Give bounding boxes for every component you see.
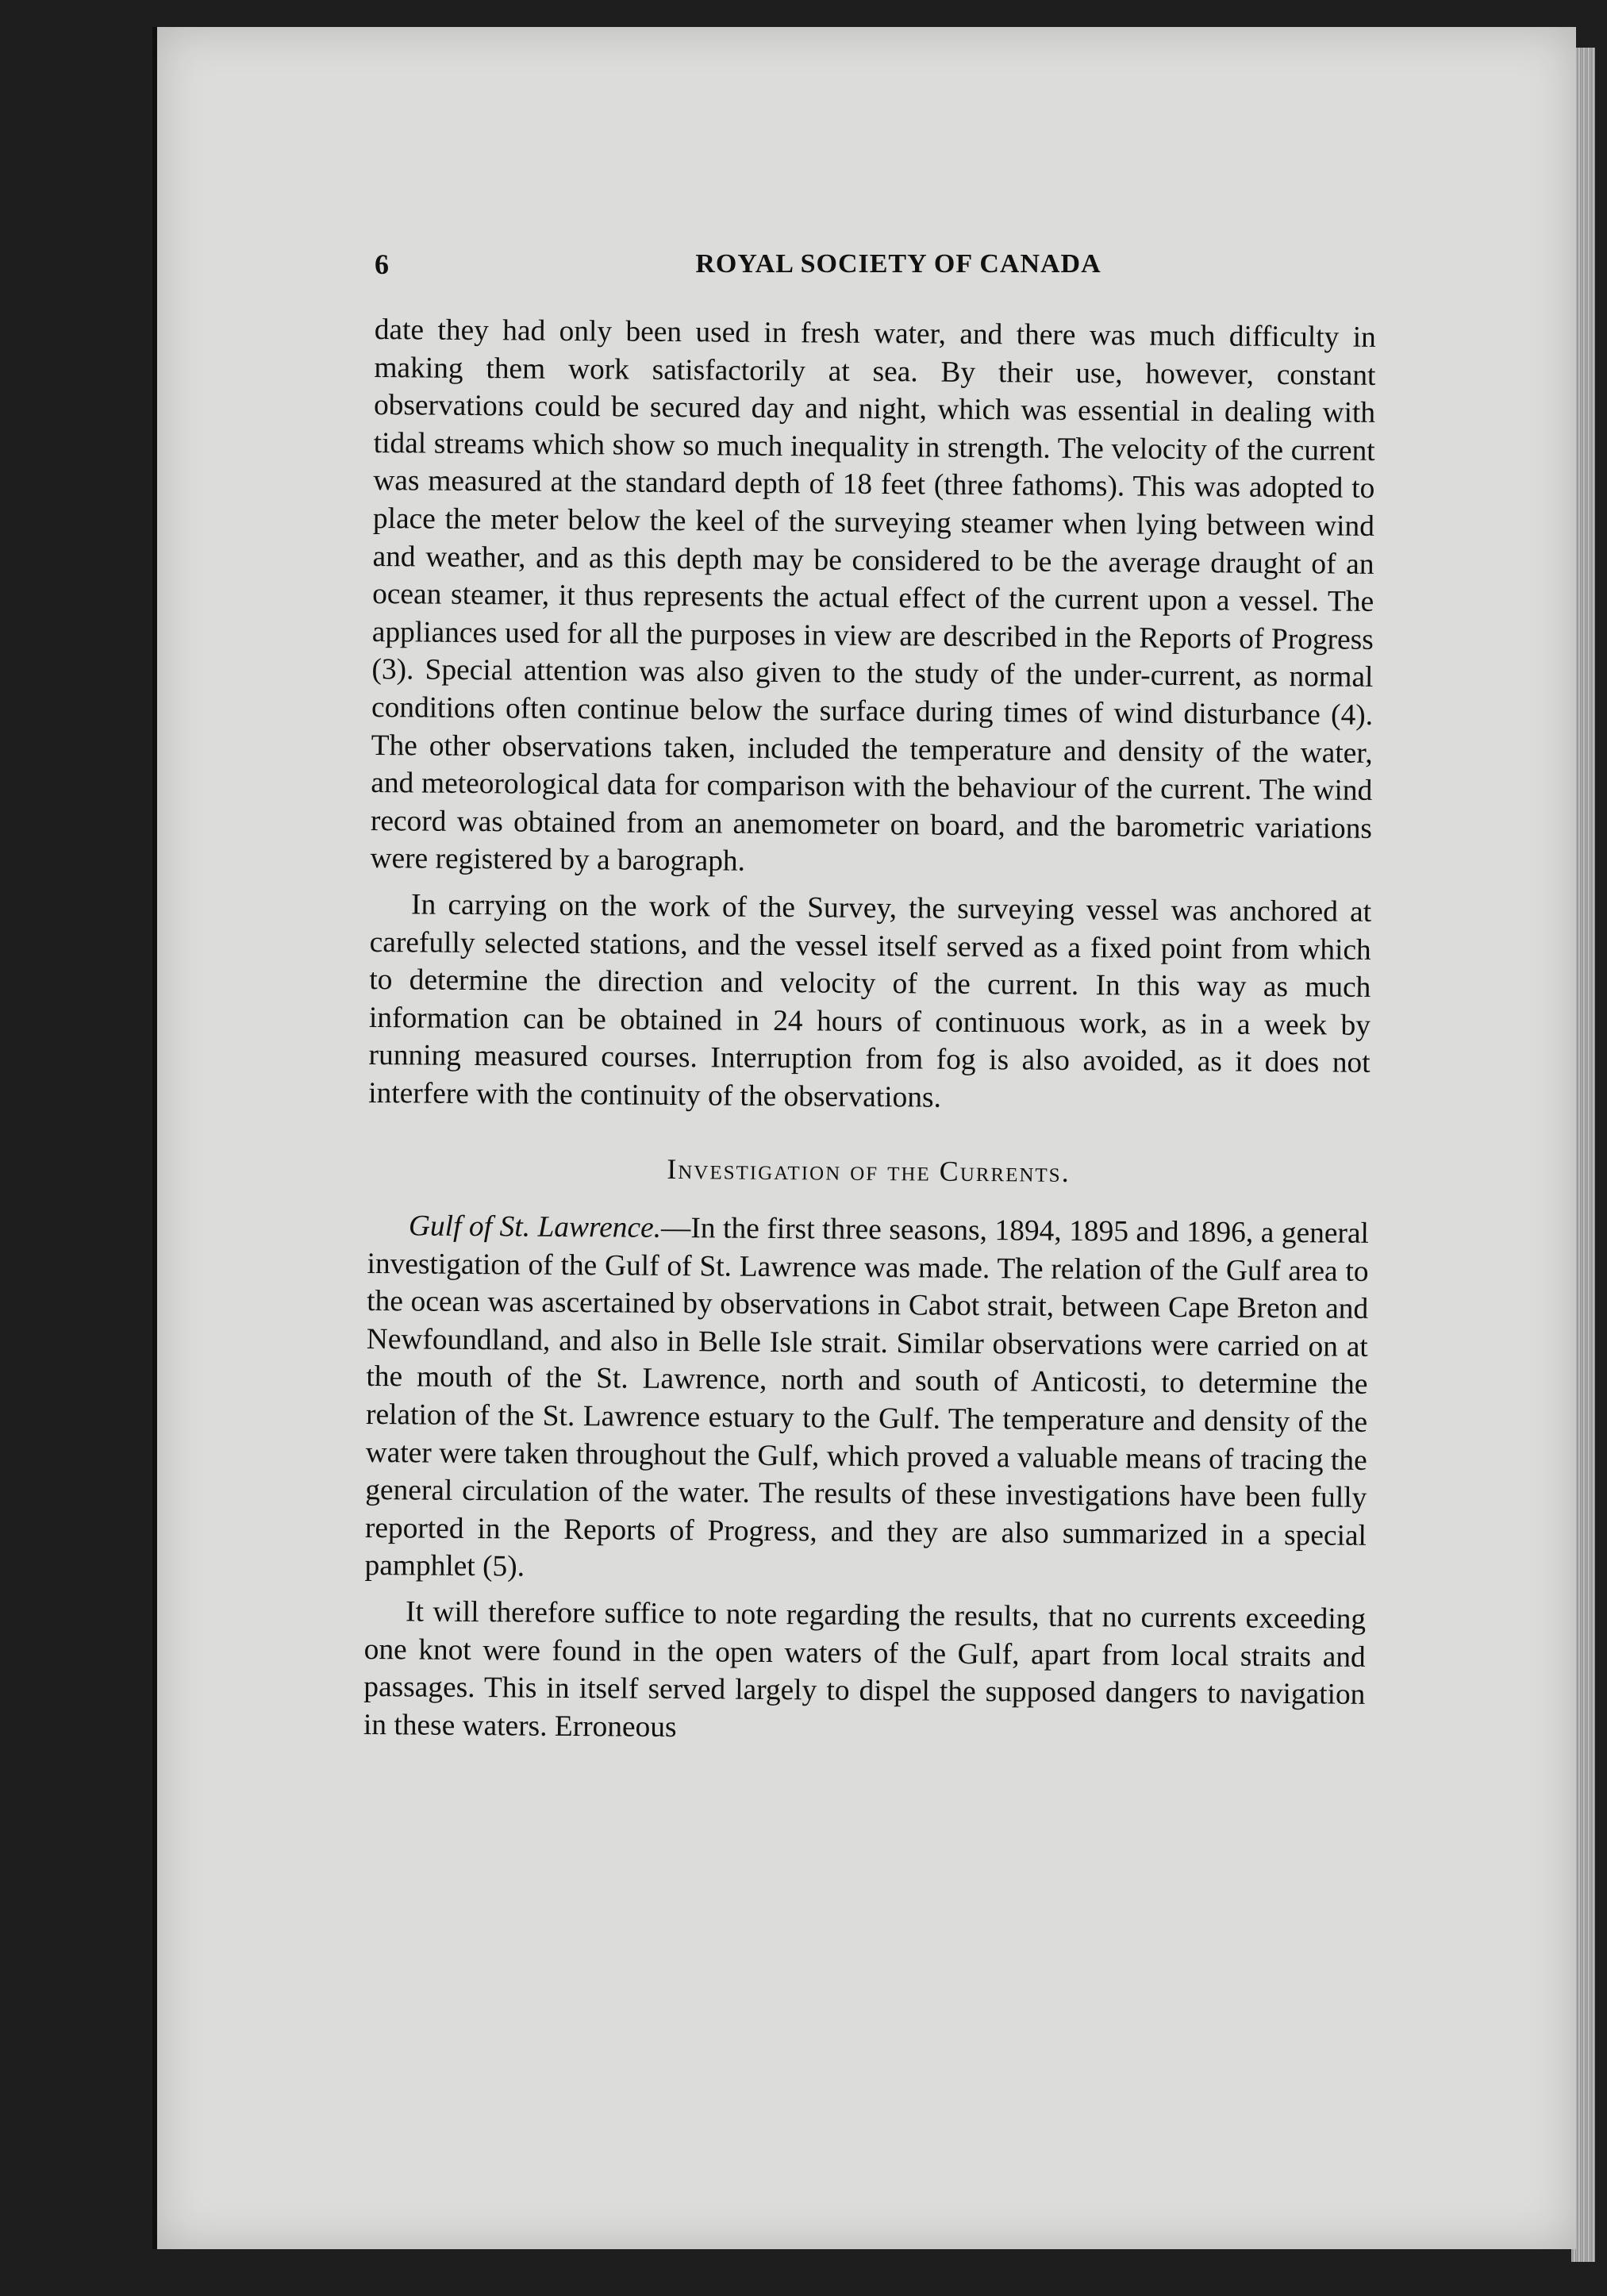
paragraph-2: In carrying on the work of the Survey, the surveying vessel was anchored at carefully selected stations, and the vessel itself served as a fixed point from which to determine the direction and velocity of the current. In this way as much information can be obtained in 24 hours of continuous work, as in a week by running measured courses. Interruption from fog is also avoided, as it does not interfere with the continuity of the observations.	[368, 888, 1372, 1114]
body-text	[363, 311, 1376, 1752]
page-header	[375, 248, 1422, 295]
running-head: ROYAL SOCIETY OF CANADA	[695, 249, 1101, 279]
paragraph-gulf	[364, 1207, 1369, 1593]
page-number: 6	[375, 248, 389, 280]
paragraph-1: date they had only been used in fresh water, and there was much difficulty in making them work satisfactorily at sea. By their use, however, constant observations could be secured day and night, which was essential in dealing with tidal streams which show so much inequality in strength. The velocity of the current was measured at the standard depth of 18 feet (three fathoms). This was adopted to place the meter below the keel of the surveying steamer when lying between wind and weather, and as this depth may be considered to be the average draught of an ocean steamer, it thus represents the actual effect of the current upon a vessel. The appliances used for all the purposes in view are described in the Reports of Progress (3). Special attention was also given to the study of the under-current, as normal conditions often continue below the surface during times of wind disturbance (4). The other observations taken, included the temperature and density of the water, and meteorological data for comparison with the behaviour of the current. The wind record was obtained from an anemometer on board, and the barometric variations were registered by a barograph.	[370, 313, 1376, 879]
paragraph-final: It will therefore suffice to note regarding the results, that no currents exceeding one knot were found in the open waters of the Gulf, apart from local straits and passages. This in itself served largely to dispel the supposed dangers to navigation in these waters. Erroneous	[363, 1595, 1367, 1744]
section-heading: Investigation of the Currents.	[667, 1153, 1071, 1189]
gulf-body: —In the first three seasons, 1894, 1895 and 1896, a general investigation of the Gulf of St. Lawrence was made. The relation of the Gulf area to the ocean was ascertained by observations in Cabot strait, between Cape Breton and Newfoundland, and also in Belle Isle strait. Similar observations were carried on at the mouth of the St. Lawrence, north and south of Anticosti, to determine the relation of the St. Lawrence estuary to the Gulf. The temperature and density of the water were taken throughout the Gulf, which proved a valuable means of tracing the general circulation of the water. The results of these investigations have been fully reported in the Reports of Progress, and they are also summarized in a special pamphlet (5).	[364, 1211, 1370, 1583]
gulf-lead: Gulf of St. Lawrence.	[408, 1210, 662, 1244]
